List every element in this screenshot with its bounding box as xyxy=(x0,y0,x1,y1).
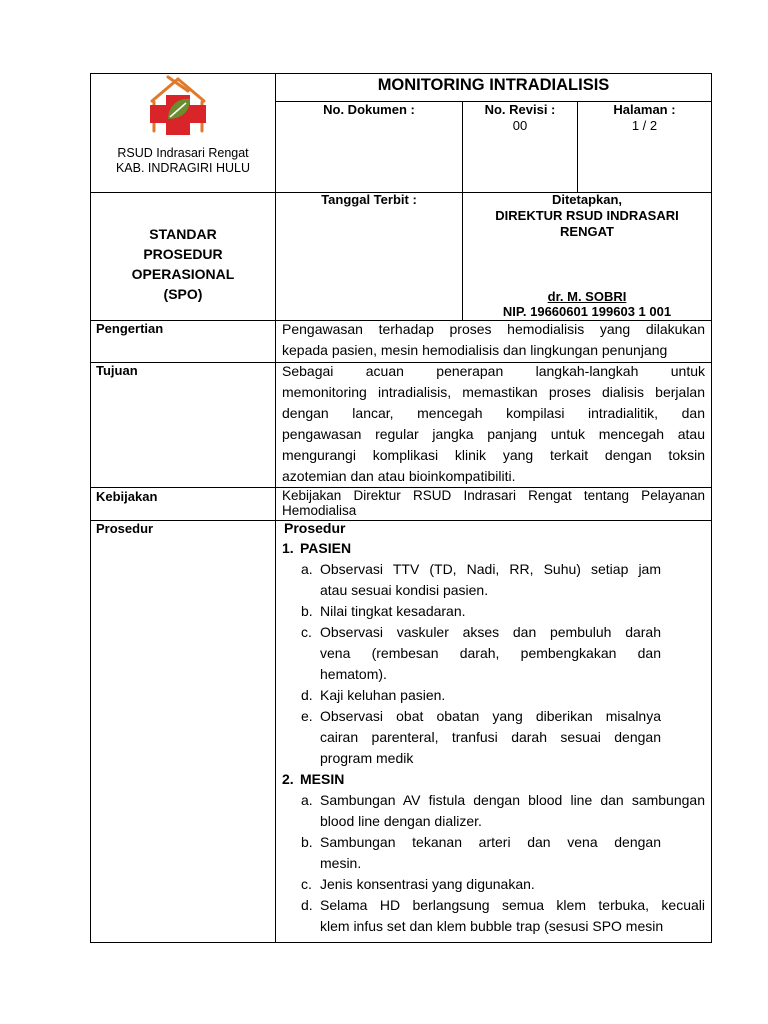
item-letter: c. xyxy=(301,624,312,640)
spo-line: OPERASIONAL xyxy=(131,266,235,282)
procedure-group xyxy=(282,769,707,937)
direktur-line: DIREKTUR RSUD INDRASARI xyxy=(495,208,679,223)
prosedur-heading: Prosedur xyxy=(284,520,346,536)
text-line: memonitoring intradialisis, memastikan proses dialisis berjalan xyxy=(282,384,705,400)
table-border-top xyxy=(90,73,712,74)
text-line: Kaji keluhan pasien. xyxy=(320,687,446,703)
text-line: mengurangi komplikasi klinik yang terkait dengan toksin xyxy=(282,447,705,463)
text-line: Kebijakan Direktur RSUD Indrasari Rengat tentang Pelayanan xyxy=(282,488,705,503)
halaman-label: Halaman : xyxy=(613,102,676,117)
text-line: mesin. xyxy=(320,855,362,871)
halaman-value: 1 / 2 xyxy=(631,118,658,133)
no-dokumen-label: No. Dokumen : xyxy=(323,102,415,117)
text-line: azotemian dan atau bioinkompatibiliti. xyxy=(282,468,516,484)
table-border-left xyxy=(90,73,91,943)
text-line: atau sesuai kondisi pasien. xyxy=(320,582,489,598)
prosedur-label: Prosedur xyxy=(96,521,154,536)
text-line: Pengawasan terhadap proses hemodialisis yang dilakukan xyxy=(282,321,705,337)
kebijakan-label: Kebijakan xyxy=(96,489,158,504)
text-line: kepada pasien, mesin hemodialisis dan lingkungan penunjang xyxy=(282,342,668,358)
hospital-name: RSUD Indrasari Rengat xyxy=(117,146,249,160)
list-item xyxy=(282,832,707,874)
item-letter: c. xyxy=(301,876,312,892)
group-number: 2. xyxy=(282,771,294,787)
hospital-logo xyxy=(146,75,210,139)
pengertian-text xyxy=(282,319,705,361)
group-heading xyxy=(282,538,707,559)
pengertian-label: Pengertian xyxy=(96,321,164,336)
spo-line: (SPO) xyxy=(163,286,203,302)
text-line: cairan parenteral, tranfusi darah sesuai dengan xyxy=(320,729,661,745)
group-title: PASIEN xyxy=(300,540,352,556)
direktur-line: RENGAT xyxy=(560,224,614,239)
regency-name: KAB. INDRAGIRI HULU xyxy=(115,161,251,175)
tujuan-label: Tujuan xyxy=(96,363,138,378)
group-number: 1. xyxy=(282,540,294,556)
text-line: Observasi vaskuler akses dan pembuluh darah xyxy=(320,624,661,640)
text-line: program medik xyxy=(320,750,414,766)
text-line: klem infus set dan klem bubble trap (sesusi SPO mesin xyxy=(320,918,664,934)
kebijakan-text xyxy=(282,488,705,518)
kebijakan-divider xyxy=(90,520,712,521)
item-letter: b. xyxy=(301,603,313,619)
signer-name xyxy=(463,289,711,305)
no-revisi-label: No. Revisi : xyxy=(484,102,556,117)
signer-nip: NIP. 19660601 199603 1 001 xyxy=(502,304,672,319)
list-item xyxy=(282,559,707,601)
list-item xyxy=(282,622,707,685)
spo-line: STANDAR xyxy=(149,226,217,242)
tanggal-terbit-label: Tanggal Terbit : xyxy=(321,192,417,207)
text-line: Hemodialisa xyxy=(282,503,357,518)
item-letter: a. xyxy=(301,792,313,808)
page-title: MONITORING INTRADIALISIS xyxy=(377,76,610,94)
text-line: blood line dengan dializer. xyxy=(320,813,482,829)
list-item xyxy=(282,685,707,706)
text-line: Nilai tingkat kesadaran. xyxy=(320,603,466,619)
item-letter: a. xyxy=(301,561,313,577)
text-line: Observasi TTV (TD, Nadi, RR, Suhu) setiap jam xyxy=(320,561,661,577)
text-line: Sebagai acuan penerapan langkah-langkah untuk xyxy=(282,363,705,379)
list-item xyxy=(282,874,707,895)
text-line: Observasi obat obatan yang diberikan misalnya xyxy=(320,708,661,724)
text-line: dengan lancar, mencegah kompilasi intradialitik, dan xyxy=(282,405,705,421)
list-item xyxy=(282,895,707,937)
item-letter: d. xyxy=(301,687,313,703)
ditetapkan-label: Ditetapkan, xyxy=(551,192,623,207)
item-letter: b. xyxy=(301,834,313,850)
table-border-right xyxy=(711,73,712,943)
table-border-bottom xyxy=(90,942,712,943)
item-letter: d. xyxy=(301,897,313,913)
group-heading xyxy=(282,769,707,790)
no-revisi-value: 00 xyxy=(512,118,528,133)
signer-name-text: dr. M. SOBRI xyxy=(547,289,627,304)
procedure-group xyxy=(282,538,707,769)
tujuan-text xyxy=(282,361,705,487)
text-line: vena (rembesan darah, pembengkakan dan xyxy=(320,645,661,661)
group-title: MESIN xyxy=(300,771,345,787)
prosedur-list xyxy=(282,538,707,937)
list-item xyxy=(282,601,707,622)
spo-title xyxy=(91,224,275,304)
text-line: hematom). xyxy=(320,666,387,682)
text-line: Selama HD berlangsung semua klem terbuka, kecuali xyxy=(320,897,705,913)
item-letter: e. xyxy=(301,708,313,724)
text-line: Sambungan tekanan arteri dan vena dengan xyxy=(320,834,661,850)
text-line: Sambungan AV fistula dengan blood line dan sambungan xyxy=(320,792,705,808)
text-line: Jenis konsentrasi yang digunakan. xyxy=(320,876,535,892)
text-line: pengawasan regular jangka panjang untuk mencegah atau xyxy=(282,426,705,442)
spo-line: PROSEDUR xyxy=(143,246,223,262)
list-item xyxy=(282,706,707,769)
list-item xyxy=(282,790,707,832)
